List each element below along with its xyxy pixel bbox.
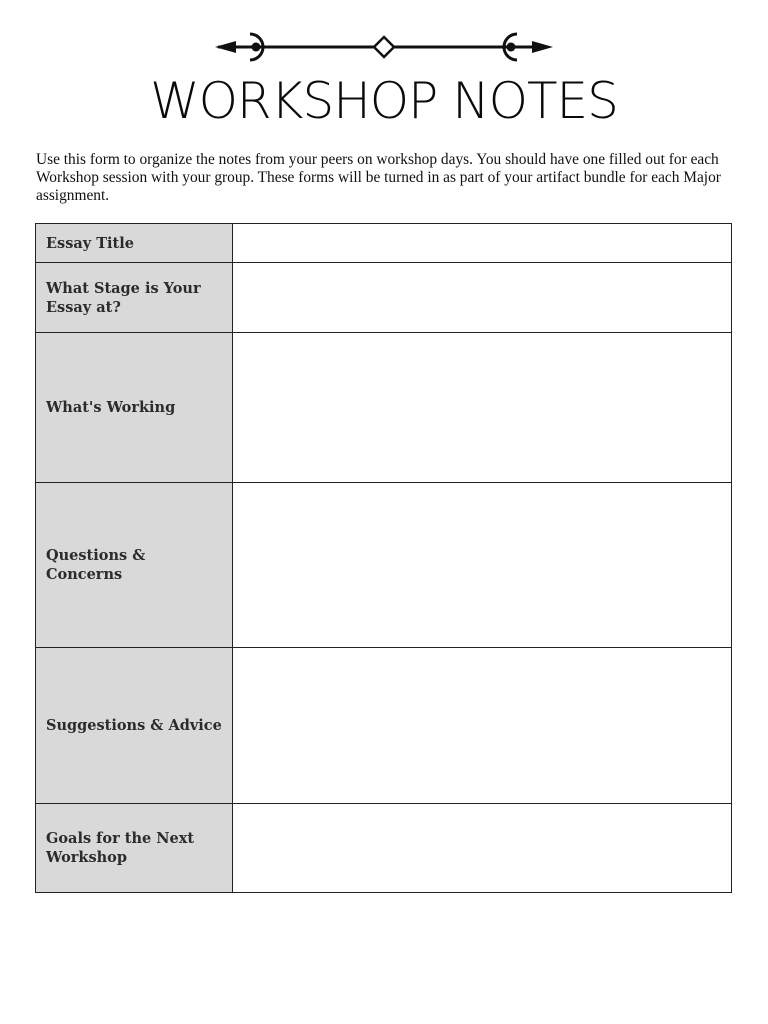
row-label-cell — [36, 804, 233, 893]
table-row — [36, 263, 732, 333]
next-goals-label: Goals for the Next Workshop — [46, 830, 195, 866]
essay-stage-label: What Stage is Your Essay at? — [46, 279, 201, 316]
row-label-cell — [36, 483, 233, 648]
table-row — [36, 483, 732, 648]
table-row — [36, 224, 732, 263]
intro-paragraph: Use this form to organize the notes from your peers on workshop days. You should have one filled out for each Workshop session with your group. These forms will be turned in as part of your artifact bundle for each Major assignment. — [36, 151, 721, 204]
whats-working-label: What's Working — [46, 399, 176, 416]
next-goals-field[interactable] — [233, 804, 732, 893]
row-label-cell — [36, 263, 233, 333]
row-label-cell — [36, 648, 233, 804]
essay-title-field[interactable] — [233, 224, 732, 263]
suggestions-advice-field[interactable] — [233, 648, 732, 804]
questions-concerns-label: Questions & Concerns — [46, 547, 146, 583]
table-row — [36, 648, 732, 804]
workshop-form-table — [35, 223, 732, 893]
suggestions-advice-label: Suggestions & Advice — [46, 717, 222, 734]
page-title: WORKSHOP NOTES — [150, 72, 618, 130]
arrow-divider-icon — [200, 28, 568, 68]
row-label-cell — [36, 224, 233, 263]
essay-stage-field[interactable] — [233, 263, 732, 333]
row-label-cell — [36, 333, 233, 483]
questions-concerns-field[interactable] — [233, 483, 732, 648]
table-row — [36, 333, 732, 483]
essay-title-label: Essay Title — [46, 234, 134, 252]
table-row — [36, 804, 732, 893]
whats-working-field[interactable] — [233, 333, 732, 483]
